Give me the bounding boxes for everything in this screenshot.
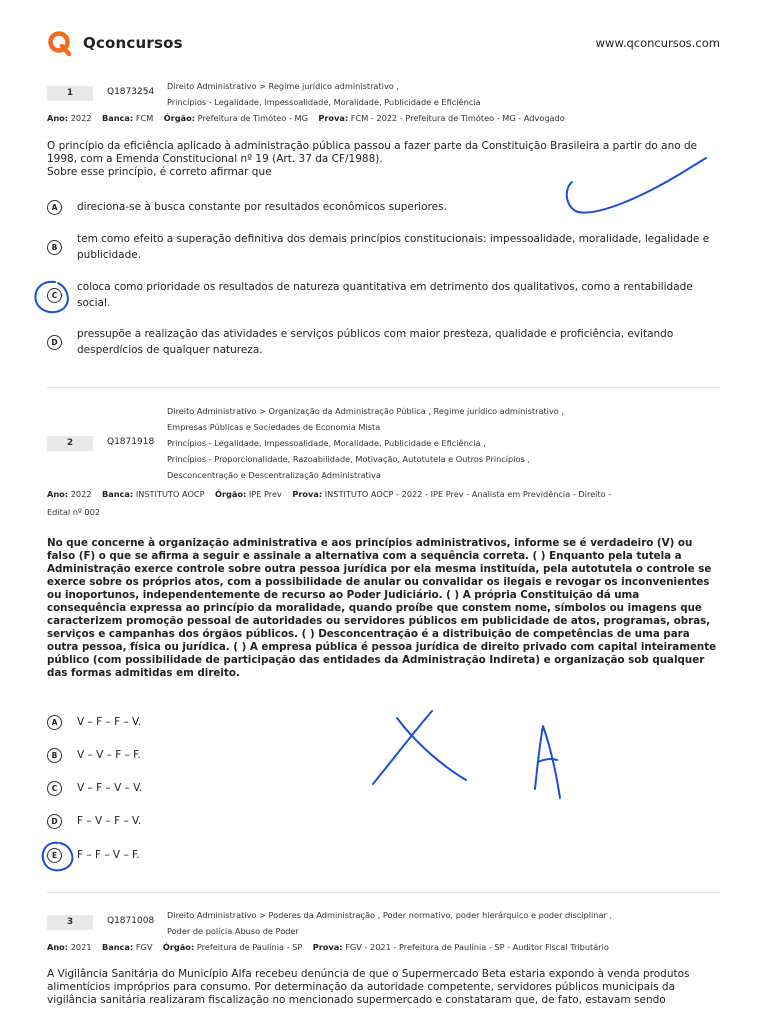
question-number: 1	[47, 86, 93, 101]
subject-line: Direito Administrativo > Organização da Administração Pública , Regime jurídico administrativo ,	[167, 406, 565, 416]
option-text: pressupõe a realização das atividades e serviços públicos com maior presteza, qualidade e proficiência, evitando desperdícios de qualquer natureza.	[77, 328, 674, 356]
subject-line: Poder de polícia Abuso de Poder	[167, 926, 299, 936]
option-letter: B	[47, 240, 62, 255]
question-divider	[47, 892, 720, 893]
question-number: 3	[47, 915, 93, 930]
subject-line: Desconcentração e Descentralização Administrativa	[167, 470, 381, 480]
subject-line: Princípios - Legalidade, Impessoalidade, Moralidade, Publicidade e Eficiência	[167, 97, 481, 107]
subject-line: Direito Administrativo > Poderes da Administração , Poder normativo, poder hierárquico e poder disciplinar ,	[167, 910, 613, 920]
question-meta: Ano: 2021 Banca: FGV Órgão: Prefeitura de Paulínia - SP Prova: FGV - 2021 - Prefeitura de Paulínia - SP - Auditor Fiscal Tributário	[47, 942, 609, 952]
question-meta: Ano: 2022 Banca: INSTITUTO AOCP Órgão: IPE Prev Prova: INSTITUTO AOCP - 2022 - IPE Prev - Analista em Previdência - Direito - Edital nº 002	[47, 489, 612, 517]
option-letter: C	[47, 288, 62, 303]
question-statement: O princípio da eficiência aplicado à administração pública passou a fazer parte da Constituição Brasileira a partir do ano de 1998, com a Emenda Constitucional nº 19 (Art. 37 da CF/1988). Sobre esse princípio, é correto afirmar que	[47, 140, 698, 178]
option-letter: C	[47, 781, 62, 796]
question-subjects	[167, 907, 612, 939]
question-id[interactable]: Q1871918	[107, 437, 155, 447]
brand-name: Qconcursos	[83, 34, 183, 52]
option-letter: E	[47, 848, 62, 863]
option-letter: A	[47, 200, 62, 215]
page-header	[0, 0, 768, 70]
question-meta: Ano: 2022 Banca: FCM Órgão: Prefeitura de Timóteo - MG Prova: FCM - 2022 - Prefeitura de Timóteo - MG - Advogado	[47, 113, 565, 123]
option-text: F – V – F – V.	[77, 815, 142, 827]
question-statement: A Vigilância Sanitária do Município Alfa recebeu denúncia de que o Supermercado Beta estaria expondo à venda produtos alimentícios impróprios para consumo. Por determinação da autoridade competente, servidores públicos municipais da vigilância sanitária realizaram fiscalização no mencionado supermercado e constataram que, de fato, estavam sendo	[47, 968, 690, 1006]
option-text: direciona-se à busca constante por resultados econômicos superiores.	[77, 201, 447, 213]
option-letter: B	[47, 748, 62, 763]
question-subjects	[167, 78, 481, 110]
question-id[interactable]: Q1873254	[107, 87, 155, 97]
option-text: V – F – V – V.	[77, 782, 143, 794]
option-text: V – F – F – V.	[77, 716, 142, 728]
site-url[interactable]: www.qconcursos.com	[595, 36, 720, 50]
subject-line: Princípios - Legalidade, Impessoalidade, Moralidade, Publicidade e Eficiência ,	[167, 438, 486, 448]
question-subjects	[167, 403, 564, 483]
qconcursos-logo-icon	[47, 30, 73, 56]
option-text: coloca como prioridade os resultados de natureza quantitativa em detrimento dos qualitativos, como a rentabilidade social.	[77, 281, 693, 309]
option-letter: D	[47, 814, 62, 829]
option-text: tem como efeito a superação definitiva dos demais princípios constitucionais: impessoalidade, moralidade, legalidade e publicidade.	[77, 233, 710, 261]
option-letter: D	[47, 335, 62, 350]
brand-logo[interactable]	[47, 30, 183, 56]
question-number: 2	[47, 436, 93, 451]
subject-line: Princípios - Proporcionalidade, Razoabilidade, Motivação, Autotutela e Outros Princípios ,	[167, 454, 531, 464]
option-letter: A	[47, 715, 62, 730]
subject-line: Empresas Públicas e Sociedades de Economia Mista	[167, 422, 381, 432]
option-text: F – F – V – F.	[77, 849, 140, 861]
option-text: V – V – F – F.	[77, 749, 141, 761]
question-id[interactable]: Q1871008	[107, 916, 155, 926]
question-statement: No que concerne à organização administrativa e aos princípios administrativos, informe se é verdadeiro (V) ou falso (F) o que se afirma a seguir e assinale a alternativa com a sequência correta. ( ) Enquanto pela tutela a Administração exerce controle sobre outra pessoa jurídica por ela mesma instituída, pela autotutela o controle se exerce sobre os próprios atos, com a possibilidade de anular ou convalidar os ilegais e revogar os inconvenientes ou inoportunos, independentemente de recurso ao Poder Judiciário. ( ) A própria Constituição dá uma consequência expressa ao princípio da moralidade, quando proíbe que constem nome, símbolos ou imagens que caracterizem promoção pessoal de autoridades ou servidores públicos em publicidade de atos, programas, obras, serviços e campanhas dos órgãos públicos. ( ) Desconcentração é a distribuição de competências de uma para outra pessoa, física ou jurídica. ( ) A empresa pública é pessoa jurídica de direito privado com capital inteiramente público (com possibilidade de participação das entidades da Administração Indireta) e organização sob qualquer das formas admitidas em direito.	[47, 537, 717, 679]
subject-line: Direito Administrativo > Regime jurídico administrativo ,	[167, 81, 399, 91]
question-divider	[47, 387, 720, 388]
